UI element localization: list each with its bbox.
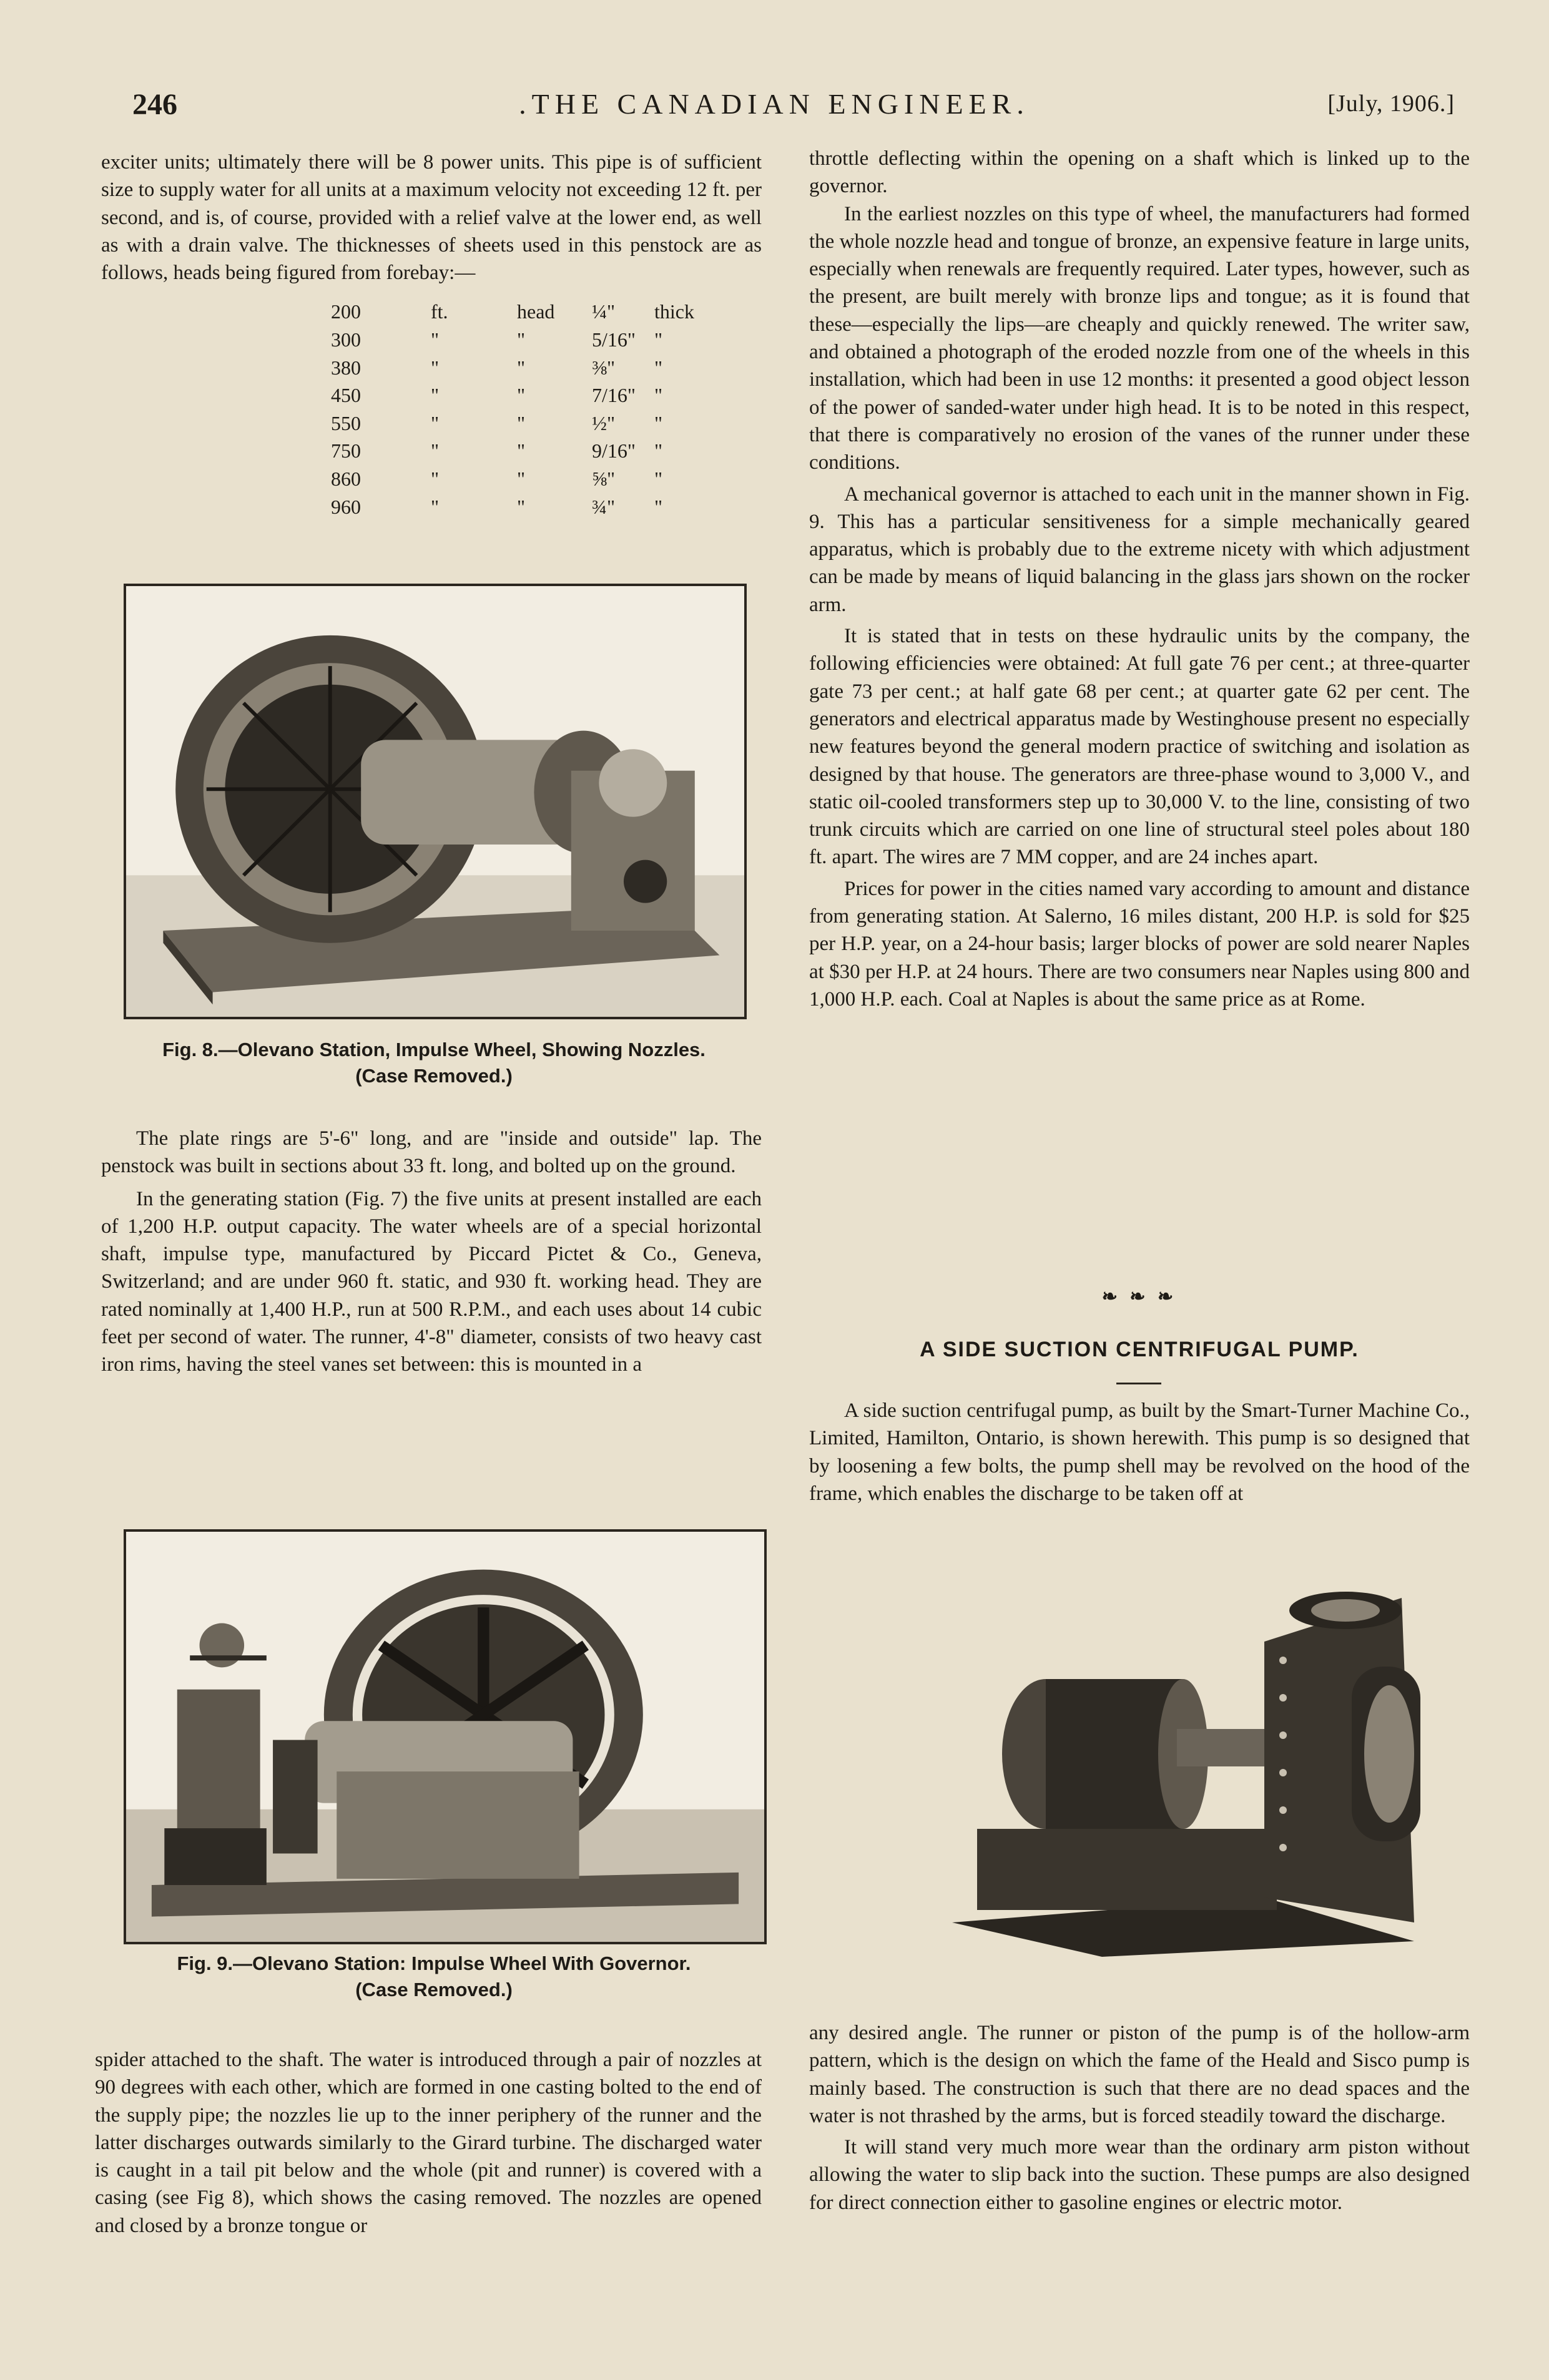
thickness-value: ½" (592, 411, 616, 434)
paragraph: It is stated that in tests on these hydraulic units by the company, the following efficiencies were obtained: At full gate 76 per cent.; at three-quarter gate 73 per cent.; at half gate 68 per cent.; at quarter gate 62 per cent. The generators and electrical apparatus made by Westinghouse present no especially new features beyond the general modern practice of switching and isolation as designed by that house. The generators are three-phase wound to 3,000 V., and static oil-cooled transformers step up to 30,000 V. to the line, consisting of two trunk circuits which are carried on one line of structural steel poles about 180 ft. apart. The wires are 7 MM copper, and are 24 inches apart. (809, 625, 1470, 869)
penstock-thickness-table (331, 298, 762, 521)
head-unit: " (431, 328, 440, 351)
figure-8-caption (94, 1037, 774, 1089)
paragraph: It will stand very much more wear than the ordinary arm piston without allowing the water to slip back into the suction. These pumps are also designed for direct connection either to gasoline engines or electric motor. (809, 2136, 1470, 2214)
paragraph: throttle deflecting within the opening on a shaft which is linked up to the governor. (809, 147, 1470, 198)
thickness-value: 7/16" (592, 384, 636, 407)
thickness-value: ¾" (592, 495, 616, 518)
figure-9-caption-note: (Case Removed.) (355, 1979, 513, 2000)
thickness-row (331, 409, 762, 438)
section-ornament: ❧ ❧ ❧ (1101, 1286, 1178, 1307)
thickness-value: ¼" (592, 300, 616, 323)
impulse-wheel-governor-illustration (126, 1532, 764, 1942)
impulse-wheel-illustration (126, 586, 744, 1017)
left-column-bottom (95, 2046, 762, 2240)
right-column-middle (809, 1397, 1470, 1507)
paragraph: any desired angle. The runner or piston of the pump is of the hollow-arm pattern, which is the design on which the fame of the Heald and Sisco pump is mainly based. The construction is such that there are no dead spaces and the water is not thrashed by the arms, but is forced steadily toward the discharge. (809, 2022, 1470, 2127)
head-label: " (517, 356, 526, 379)
page-number: 246 (132, 88, 177, 121)
thickness-suffix: " (654, 384, 663, 407)
issue-date: [July, 1906.] (1327, 91, 1455, 117)
paragraph: A side suction centrifugal pump, as built by the Smart-Turner Machine Co., Limited, Hamilton, Ontario, is shown herewith. This pump is so designed that by loosening a few bolts, the pump shell may be revolved on the hood of the frame, which enables the discharge to be taken off at (809, 1399, 1470, 1505)
head-label: " (517, 439, 526, 463)
thickness-suffix: " (654, 328, 663, 351)
thickness-suffix: " (654, 411, 663, 434)
section-title: A SIDE SUCTION CENTRIFUGAL PUMP. (920, 1338, 1359, 1361)
thickness-row (331, 381, 762, 409)
thickness-suffix: " (654, 468, 663, 491)
thickness-value: ⅜" (592, 356, 616, 379)
head-value: 380 (331, 356, 361, 379)
figure-8-photo (124, 584, 747, 1019)
pump-illustration (915, 1573, 1439, 1960)
thickness-value: 9/16" (592, 439, 636, 463)
head-label: " (517, 411, 526, 434)
thickness-suffix: " (654, 356, 663, 379)
head-value: 450 (331, 384, 361, 407)
right-column-top (809, 145, 1470, 1013)
figure-9-caption (94, 1951, 774, 2003)
figure-8-caption-title: Fig. 8.—Olevano Station, Impulse Wheel, Showing Nozzles. (162, 1039, 706, 1060)
head-unit: " (431, 439, 440, 463)
head-unit: " (431, 468, 440, 491)
head-label: " (517, 495, 526, 518)
paragraph: In the generating station (Fig. 7) the five units at present installed are each of 1,200 H.P. output capacity. The water wheels are of a special horizontal shaft, impulse type, manufactured by Piccard Pictet & Co., Geneva, Switzerland; and are under 960 ft. static, and 930 ft. working head. They are rated nominally at 1,400 H.P., run at 500 R.P.M., and each uses about 14 cubic feet per second of water. The runner, 4'-8" diameter, consists of two heavy cast iron rims, having the steel vanes set between: this is mounted in a (101, 1187, 762, 1376)
head-unit: " (431, 411, 440, 434)
head-value: 960 (331, 495, 361, 518)
paragraph: spider attached to the shaft. The water is introduced through a pair of nozzles at 90 degrees with each other, which are formed in one casting bolted to the end of the supply pipe; the nozzles lie up to the inner periphery of the runner and the latter discharges outwards similarly to the Girard turbine. The discharged water is caught in a tail pit below and the whole (pit and runner) is covered with a casing (see Fig 8), which shows the casing removed. The nozzles are opened and closed by a bronze tongue or (95, 2049, 762, 2237)
paragraph: A mechanical governor is attached to each unit in the manner shown in Fig. 9. This has a particular sensitiveness for a simple mechanically geared apparatus, which is probably due to the extreme nicety with which adjustment can be made by means of liquid balancing in the glass jars shown on the rocker arm. (809, 482, 1470, 616)
right-column-bottom (809, 2019, 1470, 2216)
figure-8-caption-note: (Case Removed.) (355, 1065, 513, 1087)
thickness-suffix: " (654, 495, 663, 518)
head-unit: " (431, 384, 440, 407)
head-unit: " (431, 356, 440, 379)
paragraph: exciter units; ultimately there will be 8 power units. This pipe is of sufficient size to supply water for all units at a maximum velocity not exceeding 12 ft. per second, and is, of course, provided with a relief valve at the lower end, as well as with a drain valve. The thicknesses of sheets used in this penstock are as follows, heads being figured from forebay:— (101, 151, 762, 285)
centrifugal-pump-photo (915, 1573, 1439, 1960)
head-value: 550 (331, 411, 361, 434)
head-value: 860 (331, 468, 361, 491)
thickness-suffix: thick (654, 300, 694, 323)
page-header (94, 87, 1455, 125)
thickness-row (331, 493, 762, 521)
thickness-suffix: " (654, 439, 663, 463)
head-label: head (517, 300, 555, 323)
figure-9-caption-title: Fig. 9.—Olevano Station: Impulse Wheel With Governor. (177, 1952, 691, 1974)
head-label: " (517, 468, 526, 491)
head-label: " (517, 328, 526, 351)
paragraph: The plate rings are 5'-6" long, and are "inside and outside" lap. The penstock was built in sections about 33 ft. long, and bolted up on the ground. (101, 1127, 762, 1178)
thickness-row (331, 326, 762, 354)
head-value: 750 (331, 439, 361, 463)
section-title-rule (1116, 1383, 1161, 1384)
head-unit: ft. (431, 300, 448, 323)
left-column-middle (101, 1125, 762, 1379)
thickness-value: 5/16" (592, 328, 636, 351)
paragraph: Prices for power in the cities named vary according to amount and distance from generating station. At Salerno, 16 miles distant, 200 H.P. is sold for $25 per H.P. year, on a 24-hour basis; larger blocks of power are sold nearer Naples at $30 per H.P. at 24 hours. There are two consumers near Naples using 800 and 1,000 H.P. each. Coal at Naples is about the same price as at Rome. (809, 877, 1470, 1011)
head-value: 300 (331, 328, 361, 351)
left-column-top (101, 149, 762, 521)
figure-9-photo (124, 1529, 767, 1944)
head-unit: " (431, 495, 440, 518)
thickness-row (331, 465, 762, 493)
journal-title: .THE CANADIAN ENGINEER. (519, 88, 1030, 120)
paragraph: In the earliest nozzles on this type of wheel, the manufacturers had formed the whole nozzle head and tongue of bronze, an expensive feature in large units, especially when renewals are frequently required. Later types, however, such as the present, are built merely with bronze lips and tongue; as it is found that these—especially the lips—are cheaply and quickly renewed. The writer saw, and obtained a photograph of the eroded nozzle from one of the wheels in this installation, which had been in use 12 months: it presented a good object lesson of the power of sanded-water under high head. It is to be noted in this respect, that there is comparatively no erosion of the vanes of the runner under these conditions. (809, 202, 1470, 474)
thickness-row (331, 437, 762, 465)
thickness-row (331, 354, 762, 382)
head-label: " (517, 384, 526, 407)
thickness-value: ⅝" (592, 468, 616, 491)
thickness-row (331, 298, 762, 326)
head-value: 200 (331, 300, 361, 323)
